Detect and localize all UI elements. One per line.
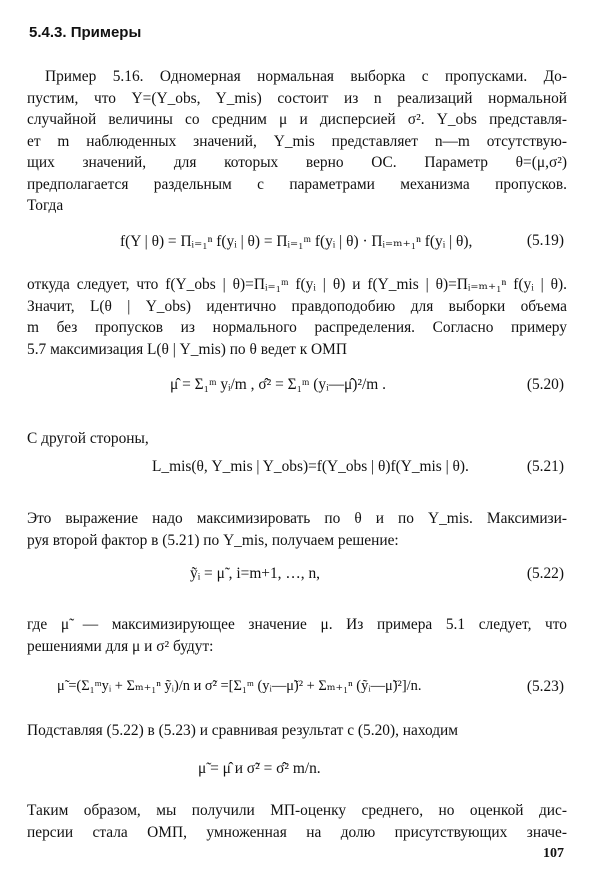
text-line: С другой стороны, <box>27 430 149 447</box>
equation-number: (5.23) <box>526 678 564 695</box>
text-line: руя второй фактор в (5.21) по Y_mis, получаем решение: <box>27 531 399 549</box>
text-line: Это выражение надо максимизировать по θ и по Y_mis. Максимизи- <box>27 510 567 527</box>
example-paragraph <box>27 66 567 217</box>
equation-number: (5.19) <box>526 232 564 249</box>
text-line: Таким образом, мы получили МП-оценку среднего, но оценкой дис- <box>27 802 567 819</box>
text-line: решениями для μ и σ² будут: <box>27 637 214 655</box>
after-522-paragraph <box>27 614 567 657</box>
text-line: 5.7 максимизация L(θ | Y_mis) по θ ведет к ОМП <box>27 340 347 358</box>
text-line: m без пропусков из нормального распределения. Согласно примеру <box>27 319 567 336</box>
text-line: откуда следует, что f(Y_obs | θ)=Πᵢ₌₁ᵐ f(yᵢ | θ) и f(Y_mis | θ)=Πᵢ₌ₘ₊₁ⁿ f(yᵢ | θ). <box>27 276 567 293</box>
other-side-line <box>27 428 567 450</box>
text-line: Тогда <box>27 197 64 214</box>
text-line: ет m наблюденных значений, Y_mis представляет n—m отсутствую- <box>27 132 567 150</box>
text-line: пустим, что Y=(Y_obs, Y_mis) состоит из n реализаций нормальной <box>27 89 567 107</box>
equation-5-19: f(Y | θ) = Πᵢ₌₁ⁿ f(yᵢ | θ) = Πᵢ₌₁ᵐ f(yᵢ | θ) · Πᵢ₌ₘ₊₁ⁿ f(yᵢ | θ), <box>120 233 473 250</box>
page-number: 107 <box>543 846 564 861</box>
text-line: щих значений, для которых верно ОС. Параметр θ=(μ,σ²) <box>27 154 567 171</box>
text-line: где μ̃ — максимизирующее значение μ. Из примера 5.1 следует, что <box>27 616 567 633</box>
equation-5-23: μ̃ =(Σ₁ᵐyᵢ + Σₘ₊₁ⁿ ỹᵢ)/n и σ̃² =[Σ₁ᵐ (yᵢ—μ̃)² + Σₘ₊₁ⁿ (ỹᵢ—μ̃)²]/n. <box>57 678 422 694</box>
section-heading: 5.4.3. Примеры <box>29 24 142 41</box>
text-line: случайной величины со средним μ и дисперсией σ². Y_obs представля- <box>27 111 567 128</box>
after-521-paragraph <box>27 508 567 551</box>
text-line: Подставляя (5.22) в (5.23) и сравнивая результат с (5.20), находим <box>27 722 459 739</box>
closing-paragraph <box>27 800 567 843</box>
equation-5-22: ỹᵢ = μ̃ , i=m+1, …, n, <box>190 565 321 582</box>
equation-5-21: L_mis(θ, Y_mis | Y_obs)=f(Y_obs | θ)f(Y_mis | θ). <box>152 458 469 475</box>
equation-5-20: μ̂ = Σ₁ᵐ yᵢ/m , σ̂² = Σ₁ᵐ (yᵢ—μ̂)²/m . <box>170 376 386 393</box>
text-line: Пример 5.16. Одномерная нормальная выборка с пропусками. До- <box>45 68 567 85</box>
equation-number: (5.21) <box>526 458 564 475</box>
after-523-line <box>27 720 567 742</box>
text-line: персии стала ОМП, умноженная на долю присутствующих значе- <box>27 823 567 841</box>
equation-number: (5.20) <box>526 376 564 393</box>
text-line: Значит, L(θ | Y_obs) идентично правдоподобию для выборки объема <box>27 297 567 315</box>
equation-final: μ̃ = μ̂ и σ̃² = σ̂² m/n. <box>198 760 321 777</box>
text-line: предполагается раздельным с параметрами механизма пропусков. <box>27 175 567 193</box>
after-519-paragraph <box>27 274 567 360</box>
equation-number: (5.22) <box>526 565 564 582</box>
